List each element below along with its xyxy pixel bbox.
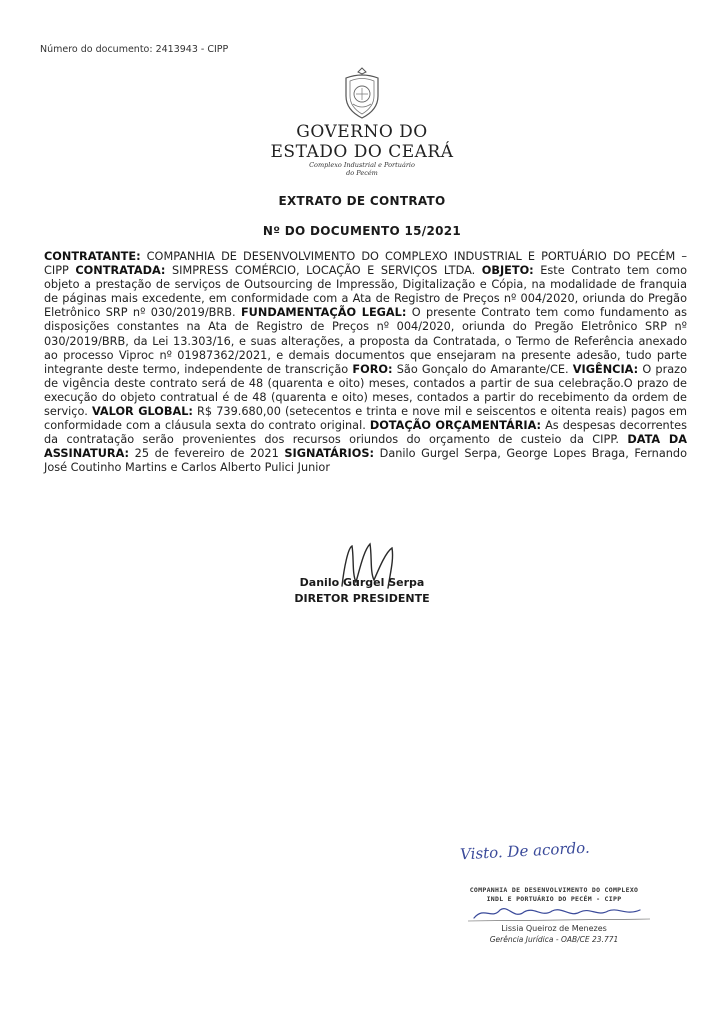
- fundamentacao-text: O presente Contrato tem como fundamento as disposições constantes na Ata de Registro de Preços nº 004/2020, oriunda do Pregão Eletrônico SRP nº 030/2019/BRB, da Lei 13.303/16, e suas alterações, a proposta da Contratada, o Termo de Referência anexado ao processo Viproc nº 01987362/2021, e demais documentos que ensejaram na presente adesão, tudo parte integrante deste termo, independente de transcrição: [44, 306, 688, 376]
- document-title: EXTRATO DE CONTRATO: [278, 194, 446, 208]
- data-assinatura-label: DATA DA ASSINATURA:: [44, 433, 687, 461]
- contract-body: [44, 250, 687, 476]
- valor-global-text: R$ 739.680,00 (setecentos e trinta e nove mil e seiscentos e oitenta reais) pagos em conformidade com a cláusula sexta do contrato original.: [44, 405, 687, 433]
- contratada-label: CONTRATADA:: [75, 264, 166, 278]
- objeto-label: OBJETO:: [481, 264, 534, 278]
- dotacao-text: As despesas decorrentes da contratação serão provenientes dos recursos oriundos do orçamento de custeio da CIPP.: [44, 419, 687, 447]
- handwritten-signature-icon: [330, 538, 410, 598]
- vigencia-label: VIGÊNCIA:: [572, 362, 639, 376]
- foro-text: São Gonçalo do Amarante/CE.: [392, 362, 573, 376]
- logo-subtitle-1: Complexo Industrial e Portuário: [309, 161, 415, 169]
- signer-name: Danilo Gurgel Serpa: [299, 576, 425, 589]
- valor-global-label: VALOR GLOBAL:: [91, 405, 193, 419]
- foro-label: FORO:: [352, 362, 393, 376]
- objeto-text: Este Contrato tem como objeto a prestação de serviços de Outsourcing de Impressão, Digitalização e Cópia, na modalidade de franquia de páginas mais excedente, em conformidade com a Ata de Registro de Preços nº 004/2020, oriunda do Pregão Eletrônico SRP nº 030/2019/BRB.: [44, 264, 687, 320]
- fundamentacao-label: FUNDAMENTAÇÃO LEGAL:: [240, 306, 407, 320]
- state-crest-icon: [340, 66, 384, 120]
- signer-role: DIRETOR PRESIDENTE: [294, 592, 430, 605]
- vigencia-text: O prazo de vigência deste contrato será de 48 (quarenta e oito) meses, contados a partir de sua celebração.O prazo de execução do objeto contratual é de 48 (quarenta e oito) meses, contados a partir do recebimento da ordem de serviço.: [44, 362, 687, 419]
- contratante-label: CONTRATANTE:: [44, 250, 141, 263]
- data-assinatura-text: 25 de fevereiro de 2021: [129, 447, 285, 461]
- stamp-signer-role: Gerência Jurídica - OAB/CE 23.771: [489, 935, 619, 944]
- signatarios-text: Danilo Gurgel Serpa, George Lopes Braga, Fernando José Coutinho Martins e Carlos Alberto Pulici Junior: [44, 447, 687, 475]
- stamp-signature-icon: [464, 902, 654, 924]
- contratada-text: SIMPRESS COMÉRCIO, LOCAÇÃO E SERVIÇOS LTDA.: [165, 264, 482, 278]
- dotacao-label: DOTAÇÃO ORÇAMENTÁRIA:: [369, 419, 542, 433]
- legal-stamp: [444, 886, 664, 956]
- signatarios-label: SIGNATÁRIOS:: [284, 447, 375, 461]
- document-number: Número do documento: 2413943 - CIPP: [40, 44, 229, 55]
- stamp-company-line-2: INDL E PORTUÁRIO DO PECÉM - CIPP: [486, 895, 622, 903]
- document-subtitle: Nº DO DOCUMENTO 15/2021: [262, 224, 462, 238]
- logo-line-2: ESTADO DO CEARÁ: [270, 142, 454, 162]
- logo-subtitle-2: do Pecém: [346, 169, 378, 177]
- handwritten-approval-note: Visto. De acordo.: [459, 838, 591, 864]
- stamp-company-line-1: COMPANHIA DE DESENVOLVIMENTO DO COMPLEXO: [469, 886, 639, 894]
- contratante-text: COMPANHIA DE DESENVOLVIMENTO DO COMPLEXO INDUSTRIAL E PORTUÁRIO DO PECÉM – CIPP: [44, 250, 687, 278]
- logo-line-1: GOVERNO DO: [296, 122, 428, 142]
- stamp-signer-name: Lissia Queiroz de Menezes: [501, 924, 607, 933]
